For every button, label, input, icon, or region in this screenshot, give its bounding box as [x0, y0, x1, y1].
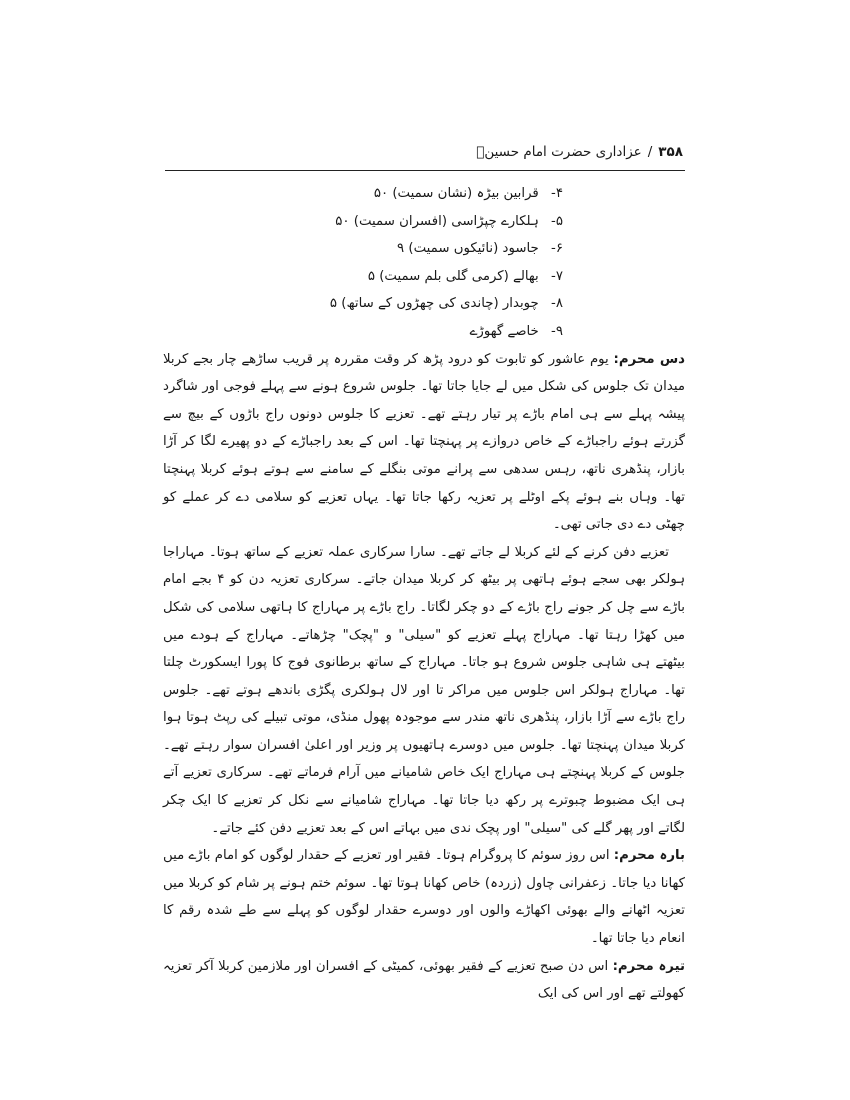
- list-item-number: ۷-: [551, 268, 563, 284]
- list-item: [163, 208, 685, 236]
- paragraph-text: یوم عاشور کو تابوت کو درود پڑھ کر وقت مقررہ پر قریب ساڑھے چار بجے کربلا میدان تک جلوس کی شکل میں لے جایا جاتا تھا۔ جلوس شروع ہونے سے پہلے فوجی اور شاگرد پیشہ پہلے سے ہی امام باڑے پر تیار رہتے تھے۔ تعزیے کا جلوس دونوں راج باڑوں کے بیچ سے گزرتے ہوئے راجباڑے کے خاص دروازے پر پہنچتا تھا۔ اس کے بعد راجباڑے کے دو پھیرے لگا کر آڑا بازار، پنڈھری ناتھ، رہس سدھی سے پرانے موتی بنگلے کے سامنے سے ہوتے ہوئے کربلا پہنچتا تھا۔ وہاں بنے ہوئے پکے اوٹلے پر تعزیہ رکھا جاتا تھا۔ یہاں تعزیے کو سلامی دے کر عملے کو چھٹی دے دی جاتی تھی۔: [163, 351, 685, 533]
- paragraph-text: اس روز سوئم کا پروگرام ہوتا۔ فقیر اور تعزیے کے حقدار لوگوں کو امام باڑے میں کھانا دیا جاتا۔ زعفرانی چاول (زردہ) خاص کھانا ہوتا تھا۔ سوئم ختم ہونے پر شام کو کربلا میں تعزیہ اٹھانے والے بھوئی اکھاڑے والوں اور دوسرے حقدار لوگوں کو پہلے سے طے شدہ رقم کا انعام دیا جاتا تھا۔: [163, 848, 685, 947]
- page-number: ۳۵۸: [658, 144, 683, 160]
- paragraph-thirteenth-muharram: [163, 953, 685, 1008]
- list-item-text: خاصے گھوڑے: [469, 323, 539, 339]
- list-item: [163, 318, 685, 346]
- section-label: بارہ محرم:: [613, 848, 685, 864]
- list-item-number: ۹-: [551, 323, 563, 339]
- paragraph-text: تعزیے دفن کرنے کے لئے کربلا لے جاتے تھے۔ سارا سرکاری عملہ تعزیے کے ساتھ ہوتا۔ مہاراجا ہولکر بھی سجے ہوئے ہاتھی پر بیٹھ کر کربلا میدان جاتے۔ سرکاری تعزیہ دن کو ۴ بجے امام باڑے سے چل کر جونے راج باڑے کے دو چکر لگاتا۔ راج باڑے پر مہاراج کا ہاتھی سلامی کی شکل میں کھڑا رہتا تھا۔ مہاراج پہلے تعزیے کو "سیلی" و "پچک" چڑھاتے۔ مہاراج کے ہودے میں بیٹھتے ہی شاہی جلوس شروع ہو جاتا۔ مہاراج کے ساتھ برطانوی فوج کا پورا ایسکورٹ چلتا تھا۔ مہاراج ہولکر اس جلوس میں مراکر تا اور لال ہولکری پگڑی باندھے ہوتے تھے۔ جلوس راج باڑے سے آڑا بازار، پنڈھری ناتھ مندر سے موجودہ پھول منڈی، موتی تبیلے کی رپٹ ہوتا ہوا کربلا میدان پہنچتا تھا۔ جلوس میں دوسرے ہاتھیوں پر وزیر اور اعلیٰ افسران سوار رہتے تھے۔ جلوس کے کربلا پہنچتے ہی مہاراج ایک خاص شامیانے میں آرام فرماتے تھے۔ سرکاری تعزیے آتے ہی ایک مضبوط چبوترے پر رکھ دیا جاتا تھا۔ مہاراج شامیانے سے نکل کر تعزیے کا ایک چکر لگاتے اور پھر گلے کی "سیلی" اور پچک ندی میں بہاتے اس کے بعد تعزیے دفن کئے جاتے۔: [163, 544, 685, 836]
- header-line: [476, 144, 683, 160]
- list-item: [163, 180, 685, 208]
- list-item: [163, 235, 685, 263]
- list-item-text: چوبدار (چاندی کی چھڑوں کے ساتھ) ۵: [329, 296, 539, 312]
- section-label: تیرہ محرم:: [612, 958, 685, 974]
- list-item: [163, 263, 685, 291]
- list-item-text: جاسود (نائیکوں سمیت) ۹: [397, 241, 539, 257]
- list-item-number: ۸-: [551, 296, 563, 312]
- list-item-number: ۵-: [551, 213, 563, 229]
- list-item-text: قرابین بیڑہ (نشان سمیت) ۵۰: [373, 186, 539, 201]
- list-item: [163, 290, 685, 318]
- section-label: دس محرم:: [613, 351, 686, 367]
- running-header: [165, 138, 685, 171]
- book-title: عزاداری حضرت امام حسینؑ: [476, 144, 642, 160]
- paragraph-twelfth-muharram: [163, 842, 685, 952]
- item-list: [163, 180, 685, 346]
- page-body: [163, 180, 685, 1008]
- list-item-text: بھالے (کرمی گلی بلم سمیت) ۵: [367, 268, 539, 284]
- list-item-text: ہلکارے چپڑاسی (افسران سمیت) ۵۰: [335, 213, 539, 229]
- list-item-number: ۴-: [551, 186, 563, 201]
- header-separator: /: [647, 144, 653, 160]
- list-item-number: ۶-: [551, 241, 563, 257]
- paragraph-text: اس دن صبح تعزیے کے فقیر بھوئی، کمیٹی کے افسران اور ملازمین کربلا آکر تعزیہ کھولتے تھے اور اس کی ایک: [163, 958, 685, 1002]
- paragraph-tenth-muharram: [163, 346, 685, 539]
- paragraph-burial-procession: [163, 539, 685, 843]
